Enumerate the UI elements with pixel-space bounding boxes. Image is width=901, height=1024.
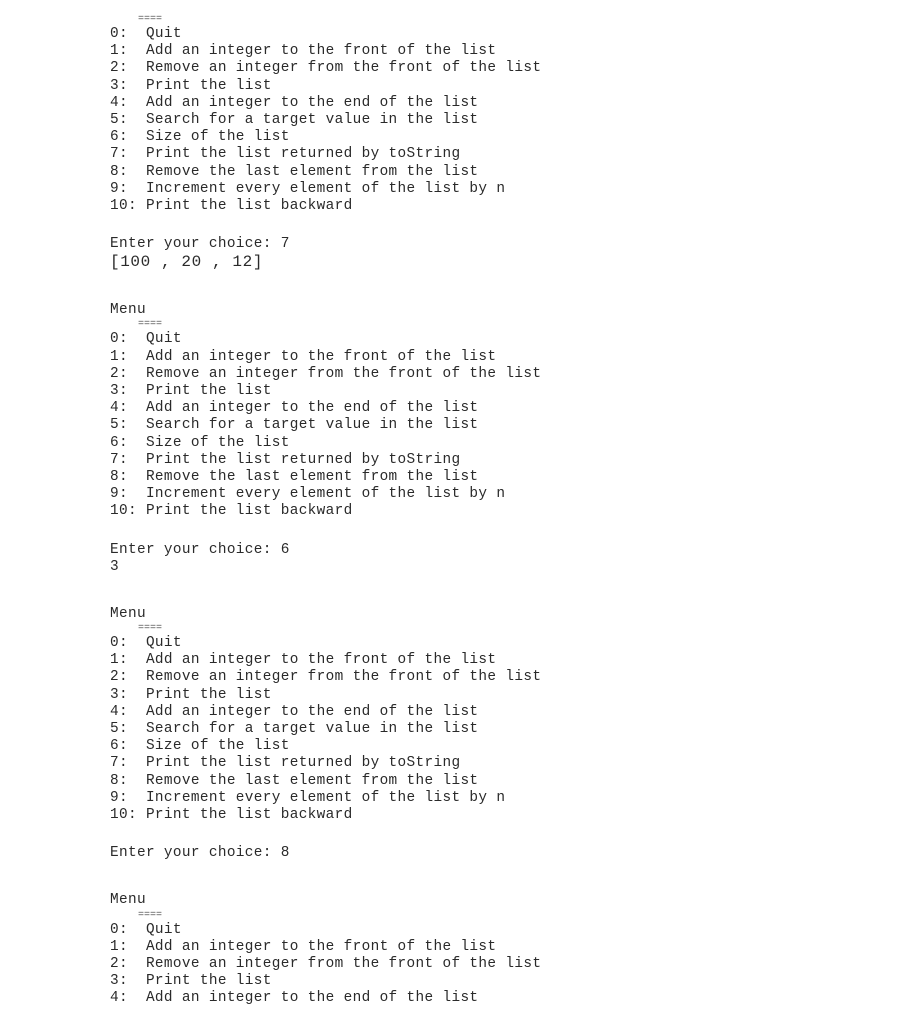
menu-item: 0: Quit [110,921,182,938]
command-output: [100 , 20 , 12] [110,253,264,272]
menu-item: 1: Add an integer to the front of the list [110,348,497,365]
menu-item: 3: Print the list [110,77,272,94]
menu-item: 1: Add an integer to the front of the list [110,652,497,669]
menu-item: 4: Add an integer to the end of the list [110,703,479,720]
menu-item: 6: Size of the list [110,129,290,146]
menu-title: Menu [110,302,146,319]
spacer [110,862,870,892]
menu-item: 0: Quit [110,331,182,348]
menu-item: 2: Remove an integer from the front of the list [110,669,542,686]
menu-item: 10: Print the list backward [110,806,353,823]
menu-item: 5: Search for a target value in the list [110,111,479,128]
menu-item: 4: Add an integer to the end of the list [110,990,479,1007]
menu-separator: ==== [138,623,163,635]
menu-item: 7: Print the list returned by toString [110,755,461,772]
menu-item: 4: Add an integer to the end of the list [110,94,479,111]
menu-item: 9: Increment every element of the list by n [110,486,506,503]
menu-item: 6: Size of the list [110,434,290,451]
spacer [110,824,870,845]
menu-separator: ==== [138,14,163,25]
menu-item: 9: Increment every element of the list by n [110,180,506,197]
menu-item: 10: Print the list backward [110,503,353,520]
menu-item: 5: Search for a target value in the list [110,417,479,434]
menu-item: 1: Add an integer to the front of the list [110,938,497,955]
menu-item: 8: Remove the last element from the list [110,163,479,180]
spacer [110,272,870,302]
menu-title: Menu [110,892,146,909]
terminal-output [110,14,870,1007]
spacer [110,521,870,542]
menu-item: 0: Quit [110,26,182,42]
menu-item: 2: Remove an integer from the front of the list [110,365,542,382]
menu-item: 0: Quit [110,635,182,652]
choice-prompt: Enter your choice: 8 [110,845,290,862]
menu-item: 9: Increment every element of the list by n [110,789,506,806]
menu-item: 2: Remove an integer from the front of the list [110,60,542,77]
menu-item: 3: Print the list [110,686,272,703]
menu-item: 3: Print the list [110,383,272,399]
menu-item: 6: Size of the list [110,738,290,755]
command-output: 3 [110,558,119,575]
spacer [110,576,870,606]
menu-item: 5: Search for a target value in the list [110,721,479,737]
menu-item: 10: Print the list backward [110,197,353,214]
menu-item: 1: Add an integer to the front of the list [110,43,497,60]
choice-prompt: Enter your choice: 6 [110,541,290,558]
menu-separator: ==== [138,909,163,921]
menu-item: 2: Remove an integer from the front of the list [110,955,542,972]
menu-item: 7: Print the list returned by toString [110,146,461,163]
menu-item: 3: Print the list [110,973,272,990]
menu-item: 8: Remove the last element from the list [110,772,479,789]
menu-separator: ==== [138,319,163,331]
menu-item: 4: Add an integer to the end of the list [110,400,479,417]
menu-item: 8: Remove the last element from the list [110,468,479,485]
menu-title: Menu [110,605,146,622]
menu-item: 7: Print the list returned by toString [110,451,461,468]
choice-prompt: Enter your choice: 7 [110,236,290,253]
spacer [110,215,870,236]
